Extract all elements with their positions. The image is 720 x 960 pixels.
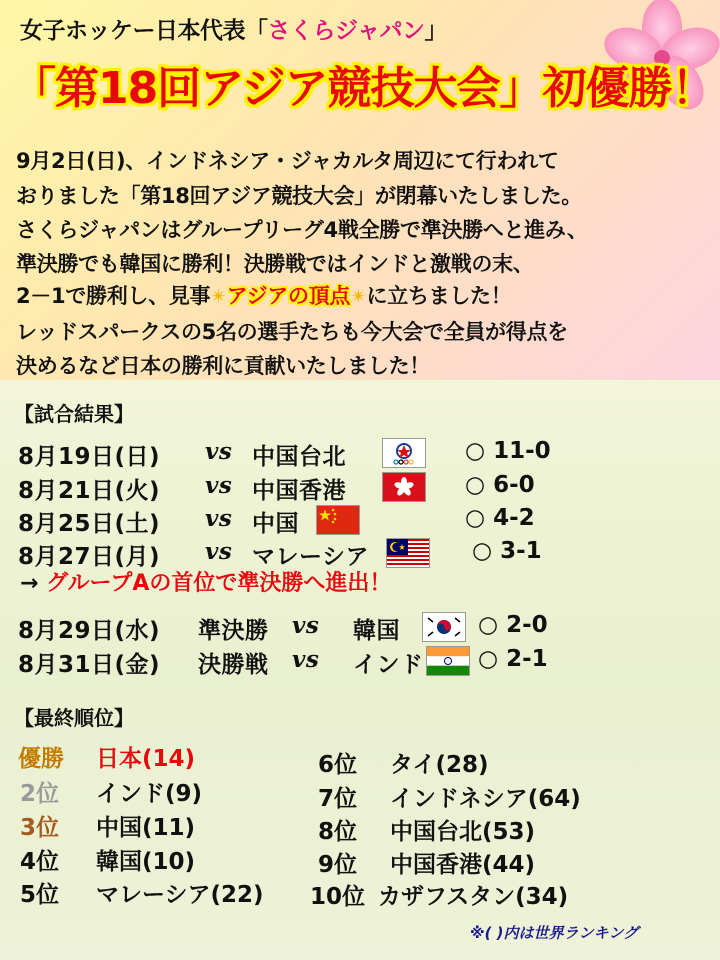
intro-line-4: 準決勝でも韓国に勝利！決勝戦ではインドと激戦の末、 (16, 252, 534, 276)
arrow-right-icon: → (20, 571, 39, 596)
match-stage: 決勝戦 (198, 652, 269, 678)
rank-team: 中国香港(44) (390, 852, 536, 878)
match-date: 8月19日(日) (18, 444, 161, 470)
match-opponent: マレーシア (252, 544, 370, 570)
vs-label: vs (292, 646, 320, 673)
match-opponent: 韓国 (353, 618, 400, 644)
match-date: 8月21日(火) (18, 478, 161, 504)
chn-flag-icon (316, 505, 360, 535)
intro-line-2: おりました「第18回アジア競技大会」が閉幕いたしました。 (16, 184, 582, 208)
match-row (18, 612, 160, 645)
rank-place: 10位 (310, 884, 366, 910)
match-opponent: 中国 (252, 511, 299, 537)
match-row (18, 472, 160, 505)
rank-place: 2位 (20, 781, 60, 807)
team-name: さくらジャパン (267, 18, 425, 44)
intro-line-1: 9月2日(日)、インドネシア・ジャカルタ周辺にて行われて (16, 149, 559, 173)
match-result: ○ 4-2 (465, 505, 535, 531)
match-date: 8月29日(水) (18, 618, 161, 644)
rank-place: 4位 (20, 849, 60, 875)
rank-team: 韓国(10) (96, 849, 196, 875)
sparkle-icon: ✴ (350, 284, 367, 308)
page-subtitle (20, 12, 447, 45)
intro-line-5-post: に立ちました！ (366, 284, 512, 308)
rank-team: インドネシア(64) (390, 786, 581, 812)
match-opponent: インド (353, 652, 424, 678)
subtitle-suffix: 」 (424, 18, 448, 44)
intro-line-7: 決めるなど日本の勝利に貢献いたしました！ (16, 354, 430, 378)
vs-label: vs (205, 472, 233, 499)
tpe-flag-icon (382, 438, 426, 468)
intro-line-3: さくらジャパンはグループリーグ4戦全勝で準決勝へと進み、 (16, 218, 588, 242)
rank-place: 3位 (20, 815, 60, 841)
ind-flag-icon (426, 646, 470, 676)
intro-line-6: レッドスパークスの5名の選手たちも今大会で全員が得点を (16, 320, 568, 344)
match-result: ○ 2-1 (478, 646, 548, 672)
intro-line-5-pre: 2－1で勝利し、見事 (16, 284, 211, 308)
match-date: 8月31日(金) (18, 652, 161, 678)
rank-team: 中国(11) (96, 815, 196, 841)
match-result: ○ 6-0 (465, 472, 535, 498)
subtitle-prefix: 女子ホッケー日本代表「 (20, 18, 268, 44)
match-opponent: 中国台北 (252, 444, 346, 470)
ranking-note: ※( )内は世界ランキング (470, 924, 639, 942)
vs-label: vs (205, 438, 233, 465)
page-title: 「第18回アジア競技大会」初優勝！ (12, 63, 715, 114)
kor-flag-icon (422, 612, 466, 642)
match-result: ○ 11-0 (465, 438, 551, 464)
rank-place: 8位 (318, 819, 358, 845)
vs-label: vs (205, 505, 233, 532)
match-row (18, 438, 160, 471)
intro-highlight: アジアの頂点 (226, 284, 351, 308)
intro-line-5 (16, 280, 511, 310)
match-opponent: 中国香港 (252, 478, 346, 504)
rank-team: インド(9) (96, 781, 203, 807)
rank-team: カザフスタン(34) (378, 884, 569, 910)
advance-note (20, 566, 391, 597)
results-heading: 【試合結果】 (14, 402, 134, 426)
vs-label: vs (292, 612, 320, 639)
rank-team: 中国台北(53) (390, 819, 536, 845)
vs-label: vs (205, 538, 233, 565)
sparkle-icon: ✴ (210, 284, 227, 308)
match-row (18, 646, 160, 679)
match-row (18, 505, 160, 538)
rank-place: 5位 (20, 882, 60, 908)
rank-team: マレーシア(22) (96, 882, 264, 908)
match-date: 8月27日(月) (18, 544, 161, 570)
match-result: ○ 3-1 (472, 538, 542, 564)
rank-team: 日本(14) (96, 746, 196, 772)
mas-flag-icon (386, 538, 430, 568)
match-stage: 準決勝 (198, 618, 269, 644)
standings-heading: 【最終順位】 (14, 706, 134, 730)
match-date: 8月25日(土) (18, 511, 161, 537)
advance-text: グループAの首位で準決勝へ進出！ (46, 571, 392, 596)
rank-place: 7位 (318, 786, 358, 812)
rank-place: 6位 (318, 752, 358, 778)
rank-place: 優勝 (18, 746, 64, 772)
match-result: ○ 2-0 (478, 612, 548, 638)
rank-team: タイ(28) (390, 752, 489, 778)
hkg-flag-icon (382, 472, 426, 502)
rank-place: 9位 (318, 852, 358, 878)
